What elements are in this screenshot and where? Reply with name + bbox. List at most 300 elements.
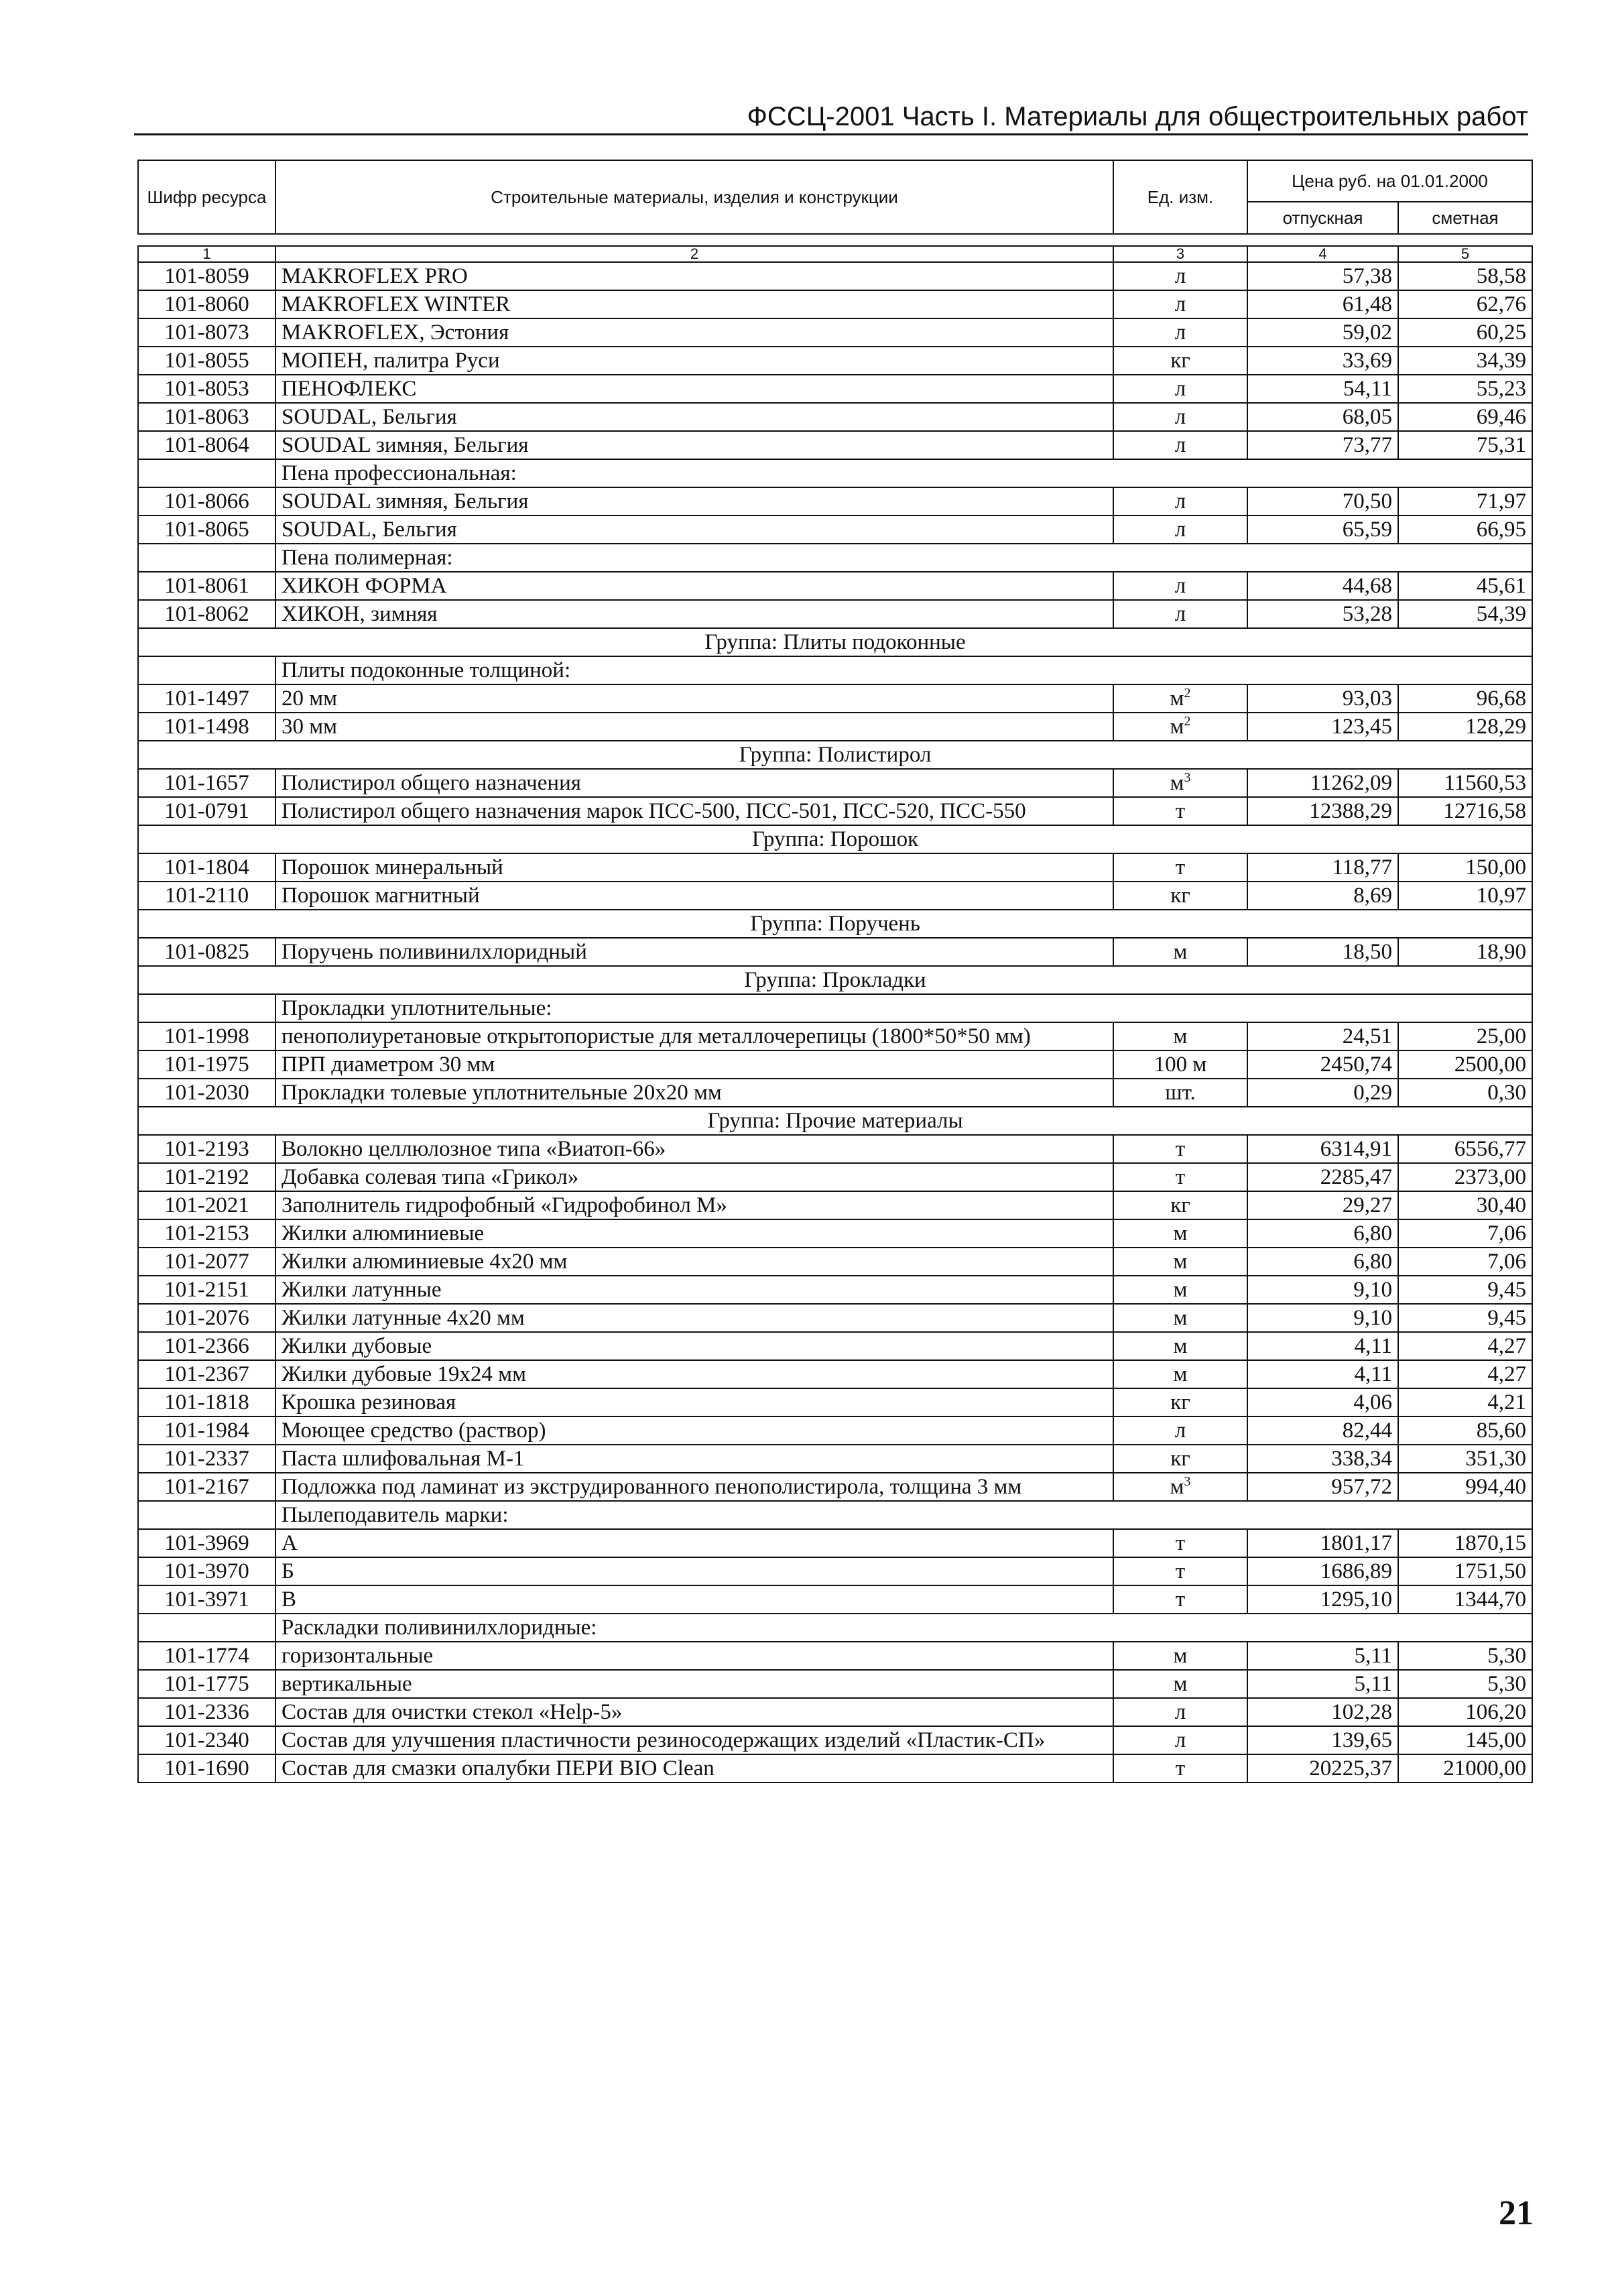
unit [1113, 1191, 1247, 1219]
price-retail: 57,38 [1247, 262, 1398, 290]
unit-text: л [1174, 1418, 1186, 1443]
price-estimate: 4,27 [1398, 1332, 1532, 1360]
price-estimate: 7,06 [1398, 1248, 1532, 1276]
resource-code: 101-1657 [138, 769, 275, 797]
unit [1113, 318, 1247, 347]
price-retail: 12388,29 [1247, 797, 1398, 825]
table-row [138, 600, 1532, 628]
material-name: МОПЕН, палитра Руси [275, 347, 1113, 375]
price-retail: 957,72 [1247, 1473, 1398, 1501]
unit [1113, 1388, 1247, 1416]
material-name: MAKROFLEX PRO [275, 262, 1113, 290]
resource-code: 101-1690 [138, 1754, 275, 1783]
price-estimate: 1751,50 [1398, 1557, 1532, 1585]
resource-code: 101-8065 [138, 516, 275, 544]
price-retail: 4,11 [1247, 1360, 1398, 1388]
unit-text: л [1174, 320, 1186, 345]
unit-text: м [1170, 1475, 1184, 1499]
price-retail: 1801,17 [1247, 1529, 1398, 1557]
table-row [138, 1219, 1532, 1248]
price-estimate: 11560,53 [1398, 769, 1532, 797]
price-estimate: 128,29 [1398, 713, 1532, 741]
price-retail: 20225,37 [1247, 1754, 1398, 1783]
resource-code: 101-2337 [138, 1445, 275, 1473]
unit-text: т [1175, 799, 1186, 823]
resource-code: 101-2336 [138, 1698, 275, 1726]
resource-code: 101-0791 [138, 797, 275, 825]
subheading-text: Пена полимерная: [275, 544, 1532, 572]
price-estimate: 150,00 [1398, 853, 1532, 882]
subheading-row [138, 459, 1532, 487]
unit-text: м [1173, 1334, 1188, 1358]
price-retail: 61,48 [1247, 290, 1398, 318]
page-number: 21 [1499, 2194, 1534, 2232]
price-estimate: 60,25 [1398, 318, 1532, 347]
table-row [138, 1248, 1532, 1276]
material-name: Полистирол общего назначения марок ПСС-500, ПСС-501, ПСС-520, ПСС-550 [275, 797, 1113, 825]
price-retail: 53,28 [1247, 600, 1398, 628]
unit-text: м [1173, 1221, 1188, 1246]
material-name: Состав для смазки опалубки ПЕРИ BIO Clean [275, 1754, 1113, 1783]
price-retail: 1686,89 [1247, 1557, 1398, 1585]
unit-text: шт. [1165, 1081, 1196, 1105]
unit-text: л [1174, 1700, 1186, 1724]
price-retail: 102,28 [1247, 1698, 1398, 1726]
unit [1113, 1135, 1247, 1163]
price-estimate: 9,45 [1398, 1276, 1532, 1304]
unit-text: л [1174, 574, 1186, 598]
unit [1113, 853, 1247, 882]
subheading-text: Прокладки уплотнительные: [275, 994, 1532, 1022]
unit [1113, 347, 1247, 375]
unit [1113, 1163, 1247, 1191]
table-row [138, 1191, 1532, 1219]
page-header: ФССЦ-2001 Часть I. Материалы для общестроительных работ [134, 102, 1528, 135]
column-header-price: Цена руб. на 01.01.2000 [1247, 160, 1532, 202]
price-retail: 5,11 [1247, 1670, 1398, 1698]
table-row [138, 1360, 1532, 1388]
material-name: MAKROFLEX, Эстония [275, 318, 1113, 347]
price-estimate: 85,60 [1398, 1416, 1532, 1445]
table-row [138, 1050, 1532, 1079]
price-retail: 0,29 [1247, 1079, 1398, 1107]
price-estimate: 96,68 [1398, 684, 1532, 713]
resource-code: 101-2151 [138, 1276, 275, 1304]
unit [1113, 713, 1247, 741]
price-estimate: 2373,00 [1398, 1163, 1532, 1191]
subheading-row [138, 1501, 1532, 1529]
table-row [138, 1726, 1532, 1754]
table-row [138, 1163, 1532, 1191]
price-estimate: 12716,58 [1398, 797, 1532, 825]
subheading-code-cell [138, 656, 275, 684]
group-heading-row [138, 966, 1532, 994]
price-retail: 6,80 [1247, 1248, 1398, 1276]
resource-code: 101-3970 [138, 1557, 275, 1585]
unit-text: м [1170, 686, 1184, 711]
subheading-code-cell [138, 459, 275, 487]
unit [1113, 290, 1247, 318]
resource-code: 101-1497 [138, 684, 275, 713]
price-estimate: 106,20 [1398, 1698, 1532, 1726]
resource-code: 101-8060 [138, 290, 275, 318]
price-retail: 9,10 [1247, 1276, 1398, 1304]
table-row [138, 1445, 1532, 1473]
table-row [138, 684, 1532, 713]
material-name: Жилки алюминиевые [275, 1219, 1113, 1248]
price-retail: 73,77 [1247, 431, 1398, 459]
unit [1113, 1079, 1247, 1107]
table-row [138, 1332, 1532, 1360]
unit-text: т [1175, 855, 1186, 880]
group-heading: Группа: Поручень [138, 910, 1532, 938]
price-estimate: 7,06 [1398, 1219, 1532, 1248]
header-spacer [138, 234, 1532, 246]
material-name: Б [275, 1557, 1113, 1585]
material-name: Заполнитель гидрофобный «Гидрофобинол М» [275, 1191, 1113, 1219]
price-estimate: 58,58 [1398, 262, 1532, 290]
unit-exponent: 2 [1184, 714, 1191, 729]
unit [1113, 487, 1247, 516]
material-name: ХИКОН ФОРМА [275, 572, 1113, 600]
resource-code: 101-8055 [138, 347, 275, 375]
unit-text: л [1174, 405, 1186, 429]
table-row [138, 1276, 1532, 1304]
material-name: вертикальные [275, 1670, 1113, 1698]
price-estimate: 2500,00 [1398, 1050, 1532, 1079]
price-estimate: 9,45 [1398, 1304, 1532, 1332]
group-heading: Группа: Прокладки [138, 966, 1532, 994]
unit-text: 100 м [1154, 1052, 1207, 1077]
unit [1113, 769, 1247, 797]
price-retail: 68,05 [1247, 403, 1398, 431]
table-row [138, 1022, 1532, 1050]
table-row [138, 375, 1532, 403]
unit [1113, 403, 1247, 431]
unit-text: м [1170, 715, 1184, 739]
table-row [138, 290, 1532, 318]
resource-code: 101-8062 [138, 600, 275, 628]
unit [1113, 1726, 1247, 1754]
resource-code: 101-2030 [138, 1079, 275, 1107]
price-estimate: 994,40 [1398, 1473, 1532, 1501]
material-name: ПЕНОФЛЕКС [275, 375, 1113, 403]
unit-text: л [1174, 489, 1186, 513]
resource-code: 101-1804 [138, 853, 275, 882]
resource-code: 101-2193 [138, 1135, 275, 1163]
table-row [138, 572, 1532, 600]
price-retail: 29,27 [1247, 1191, 1398, 1219]
unit [1113, 1473, 1247, 1501]
resource-code: 101-2192 [138, 1163, 275, 1191]
unit-text: м [1173, 1362, 1188, 1386]
table-row [138, 487, 1532, 516]
resource-code: 101-8059 [138, 262, 275, 290]
unit [1113, 262, 1247, 290]
unit [1113, 375, 1247, 403]
table-row [138, 1698, 1532, 1726]
material-name: пенополиуретановые открытопористые для металлочерепицы (1800*50*50 мм) [275, 1022, 1113, 1050]
unit-text: т [1175, 1137, 1186, 1161]
table-row [138, 713, 1532, 741]
material-name: SOUDAL, Бельгия [275, 403, 1113, 431]
unit-exponent: 3 [1184, 1474, 1191, 1489]
table-row [138, 1670, 1532, 1698]
table-row [138, 882, 1532, 910]
group-heading: Группа: Плиты подоконные [138, 628, 1532, 656]
resource-code: 101-8073 [138, 318, 275, 347]
unit-text: т [1175, 1559, 1186, 1583]
material-name: SOUDAL зимняя, Бельгия [275, 487, 1113, 516]
table-body [138, 262, 1532, 1783]
unit [1113, 1022, 1247, 1050]
table-row [138, 769, 1532, 797]
price-retail: 11262,09 [1247, 769, 1398, 797]
material-name: SOUDAL, Бельгия [275, 516, 1113, 544]
unit [1113, 1754, 1247, 1783]
subheading-code-cell [138, 1614, 275, 1642]
table-row [138, 1135, 1532, 1163]
column-number: 2 [275, 246, 1113, 262]
material-name: Полистирол общего назначения [275, 769, 1113, 797]
price-retail: 59,02 [1247, 318, 1398, 347]
unit [1113, 797, 1247, 825]
price-retail: 5,11 [1247, 1642, 1398, 1670]
resource-code: 101-2167 [138, 1473, 275, 1501]
price-estimate: 69,46 [1398, 403, 1532, 431]
unit-text: кг [1170, 1193, 1190, 1217]
unit [1113, 938, 1247, 966]
group-heading: Группа: Полистирол [138, 741, 1532, 769]
table-row [138, 262, 1532, 290]
subheading-row [138, 544, 1532, 572]
unit-text: кг [1170, 884, 1190, 908]
resource-code: 101-1975 [138, 1050, 275, 1079]
material-name: Волокно целлюлозное типа «Виатоп-66» [275, 1135, 1113, 1163]
group-heading-row [138, 628, 1532, 656]
material-name: Добавка солевая типа «Грикол» [275, 1163, 1113, 1191]
price-estimate: 45,61 [1398, 572, 1532, 600]
unit-text: т [1175, 1165, 1186, 1189]
table-row [138, 1388, 1532, 1416]
unit-text: л [1174, 602, 1186, 626]
material-name: Крошка резиновая [275, 1388, 1113, 1416]
price-retail: 8,69 [1247, 882, 1398, 910]
subheading-code-cell [138, 544, 275, 572]
unit-text: кг [1170, 1390, 1190, 1414]
resource-code: 101-2110 [138, 882, 275, 910]
price-estimate: 21000,00 [1398, 1754, 1532, 1783]
unit [1113, 1360, 1247, 1388]
price-retail: 44,68 [1247, 572, 1398, 600]
unit-text: м [1173, 940, 1188, 964]
price-estimate: 75,31 [1398, 431, 1532, 459]
material-name: Подложка под ламинат из экструдированного пенополистирола, толщина 3 мм [275, 1473, 1113, 1501]
resource-code: 101-2076 [138, 1304, 275, 1332]
resource-code: 101-1774 [138, 1642, 275, 1670]
unit-text: м [1173, 1644, 1188, 1668]
price-estimate: 1344,70 [1398, 1585, 1532, 1614]
price-retail: 1295,10 [1247, 1585, 1398, 1614]
material-name: В [275, 1585, 1113, 1614]
price-retail: 24,51 [1247, 1022, 1398, 1050]
table-row [138, 431, 1532, 459]
price-retail: 139,65 [1247, 1726, 1398, 1754]
unit [1113, 1670, 1247, 1698]
table-row [138, 797, 1532, 825]
resource-code: 101-1775 [138, 1670, 275, 1698]
unit [1113, 1050, 1247, 1079]
material-name: Моющее средство (раствор) [275, 1416, 1113, 1445]
material-name: Прокладки толевые уплотнительные 20х20 мм [275, 1079, 1113, 1107]
unit [1113, 1332, 1247, 1360]
price-retail: 82,44 [1247, 1416, 1398, 1445]
unit [1113, 1698, 1247, 1726]
group-heading-row [138, 741, 1532, 769]
resource-code: 101-2021 [138, 1191, 275, 1219]
price-retail: 70,50 [1247, 487, 1398, 516]
unit [1113, 684, 1247, 713]
subheading-code-cell [138, 994, 275, 1022]
price-estimate: 1870,15 [1398, 1529, 1532, 1557]
unit-text: м [1173, 1250, 1188, 1274]
group-heading: Группа: Прочие материалы [138, 1107, 1532, 1135]
column-number: 3 [1113, 246, 1247, 262]
price-estimate: 71,97 [1398, 487, 1532, 516]
unit [1113, 516, 1247, 544]
unit-text: т [1175, 1531, 1186, 1555]
material-name: MAKROFLEX WINTER [275, 290, 1113, 318]
unit [1113, 1445, 1247, 1473]
unit [1113, 1642, 1247, 1670]
resource-code: 101-1498 [138, 713, 275, 741]
resource-code: 101-8063 [138, 403, 275, 431]
unit-text: л [1174, 433, 1186, 457]
resource-code: 101-3971 [138, 1585, 275, 1614]
material-name: Жилки дубовые 19х24 мм [275, 1360, 1113, 1388]
table-row [138, 403, 1532, 431]
price-retail: 33,69 [1247, 347, 1398, 375]
unit [1113, 1529, 1247, 1557]
column-number: 1 [138, 246, 275, 262]
resource-code: 101-8061 [138, 572, 275, 600]
column-number: 4 [1247, 246, 1398, 262]
price-estimate: 5,30 [1398, 1670, 1532, 1698]
column-number: 5 [1398, 246, 1532, 262]
unit-text: м [1173, 1306, 1188, 1330]
unit-text: л [1174, 518, 1186, 542]
price-estimate: 34,39 [1398, 347, 1532, 375]
unit [1113, 572, 1247, 600]
unit [1113, 1219, 1247, 1248]
price-retail: 65,59 [1247, 516, 1398, 544]
table-row [138, 516, 1532, 544]
material-name: Жилки дубовые [275, 1332, 1113, 1360]
unit-text: кг [1170, 1447, 1190, 1471]
price-estimate: 62,76 [1398, 290, 1532, 318]
material-name: ХИКОН, зимняя [275, 600, 1113, 628]
price-retail: 93,03 [1247, 684, 1398, 713]
resource-code: 101-2077 [138, 1248, 275, 1276]
column-header-retail: отпускная [1247, 202, 1398, 234]
resource-code: 101-3969 [138, 1529, 275, 1557]
price-retail: 118,77 [1247, 853, 1398, 882]
group-heading: Группа: Порошок [138, 825, 1532, 853]
unit-exponent: 3 [1184, 770, 1191, 785]
unit-text: т [1175, 1756, 1186, 1780]
resource-code: 101-1998 [138, 1022, 275, 1050]
resource-code: 101-1984 [138, 1416, 275, 1445]
price-estimate: 18,90 [1398, 938, 1532, 966]
price-retail: 18,50 [1247, 938, 1398, 966]
price-retail: 9,10 [1247, 1304, 1398, 1332]
unit [1113, 1585, 1247, 1614]
group-heading-row [138, 1107, 1532, 1135]
subheading-text: Раскладки поливинилхлоридные: [275, 1614, 1532, 1642]
resource-code: 101-8066 [138, 487, 275, 516]
group-heading-row [138, 910, 1532, 938]
unit [1113, 1248, 1247, 1276]
table-row [138, 1079, 1532, 1107]
table-row [138, 1754, 1532, 1783]
resource-code: 101-2366 [138, 1332, 275, 1360]
price-retail: 123,45 [1247, 713, 1398, 741]
subheading-row [138, 994, 1532, 1022]
table-row [138, 938, 1532, 966]
material-name: горизонтальные [275, 1642, 1113, 1670]
unit-text: т [1175, 1587, 1186, 1612]
unit-text: кг [1170, 349, 1190, 373]
price-retail: 54,11 [1247, 375, 1398, 403]
table-row [138, 853, 1532, 882]
unit-text: л [1174, 292, 1186, 316]
table-row [138, 1529, 1532, 1557]
price-retail: 2285,47 [1247, 1163, 1398, 1191]
price-estimate: 4,21 [1398, 1388, 1532, 1416]
price-estimate: 6556,77 [1398, 1135, 1532, 1163]
unit [1113, 1416, 1247, 1445]
material-name: Жилки алюминиевые 4х20 мм [275, 1248, 1113, 1276]
price-retail: 6314,91 [1247, 1135, 1398, 1163]
subheading-text: Пылеподавитель марки: [275, 1501, 1532, 1529]
price-estimate: 4,27 [1398, 1360, 1532, 1388]
table-row [138, 1304, 1532, 1332]
table-row [138, 1557, 1532, 1585]
price-retail: 338,34 [1247, 1445, 1398, 1473]
price-estimate: 30,40 [1398, 1191, 1532, 1219]
subheading-text: Плиты подоконные толщиной: [275, 656, 1532, 684]
unit-text: м [1173, 1278, 1188, 1302]
price-estimate: 66,95 [1398, 516, 1532, 544]
price-retail: 2450,74 [1247, 1050, 1398, 1079]
price-estimate: 54,39 [1398, 600, 1532, 628]
unit-text: м [1173, 1024, 1188, 1048]
table-row [138, 1585, 1532, 1614]
group-heading-row [138, 825, 1532, 853]
material-name: Паста шлифовальная М-1 [275, 1445, 1113, 1473]
material-name: Состав для очистки стекол «Help-5» [275, 1698, 1113, 1726]
material-name: Состав для улучшения пластичности резиносодержащих изделий «Пластик-СП» [275, 1726, 1113, 1754]
unit-text: м [1173, 1672, 1188, 1696]
unit [1113, 431, 1247, 459]
resource-code: 101-2153 [138, 1219, 275, 1248]
unit-text: л [1174, 1728, 1186, 1752]
material-name: Жилки латунные 4х20 мм [275, 1304, 1113, 1332]
material-name: Поручень поливинилхлоридный [275, 938, 1113, 966]
resource-code: 101-1818 [138, 1388, 275, 1416]
unit [1113, 600, 1247, 628]
material-name: 20 мм [275, 684, 1113, 713]
